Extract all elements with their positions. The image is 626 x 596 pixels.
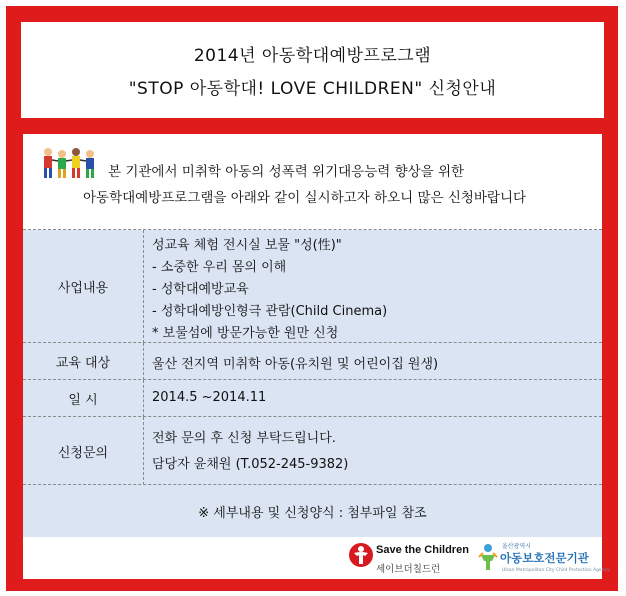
title-line-2: "STOP 아동학대! LOVE CHILDREN" 신청안내 [128,79,497,99]
value-line: - 성학대예방교육 [152,282,249,297]
agency-city: 울산광역시 [502,543,531,550]
agency-name: 아동보호전문기관 [500,551,589,565]
row-schedule [23,379,602,417]
footer-logos [23,537,610,579]
title-line-1: 2014년 아동학대예방프로그램 [193,46,432,66]
children-illustration-icon [38,144,118,184]
stc-english-name: Save the Children [376,544,469,556]
value-line: - 성학대예방인형극 관람(Child Cinema) [152,304,388,319]
row-value [143,417,602,485]
title-box [21,22,604,118]
child-figure-icon [478,543,498,571]
row-target [23,342,602,380]
value-line: 전화 문의 후 신청 부탁드립니다. [152,431,336,446]
row-value [143,343,602,380]
stc-korean-name: 세이브더칠드런 [376,564,441,575]
intro-line-2: 아동학대예방프로그램을 아래와 같이 실시하고자 하오니 많은 신청바랍니다 [83,190,527,206]
value-line: 담당자 윤채원 (T.052-245-9382) [152,457,349,472]
value-line: - 소중한 우리 몸의 이해 [152,260,287,275]
intro-line-1: 본 기관에서 미취학 아동의 성폭력 위기대응능력 향상을 위한 [108,164,465,180]
row-value [143,230,602,343]
value-line: 울산 전지역 미취학 아동(유치원 및 어린이집 원생) [152,357,439,372]
row-label: 사업내용 [23,230,143,343]
agency-english: Ulsan Metropolitan City Child Protection Agency [502,568,610,573]
save-the-children-logo [348,539,483,579]
poster-frame [6,6,618,591]
intro-section [23,134,602,229]
save-the-children-icon [348,542,374,568]
row-value [143,380,602,417]
content-panel [23,134,610,579]
row-label: 교육 대상 [23,343,143,380]
value-line: 성교육 체험 전시실 보물 "성(性)" [152,238,342,253]
value-line: 2014.5 ~2014.11 [152,390,267,405]
attachment-note: ※ 세부내용 및 신청양식 : 첨부파일 참조 [23,484,602,538]
row-label: 일 시 [23,380,143,417]
row-label: 신청문의 [23,417,143,485]
child-protection-agency-logo [478,539,610,579]
row-program-content [23,229,602,343]
row-inquiry [23,416,602,485]
value-line: * 보물섬에 방문가능한 원만 신청 [152,326,339,341]
